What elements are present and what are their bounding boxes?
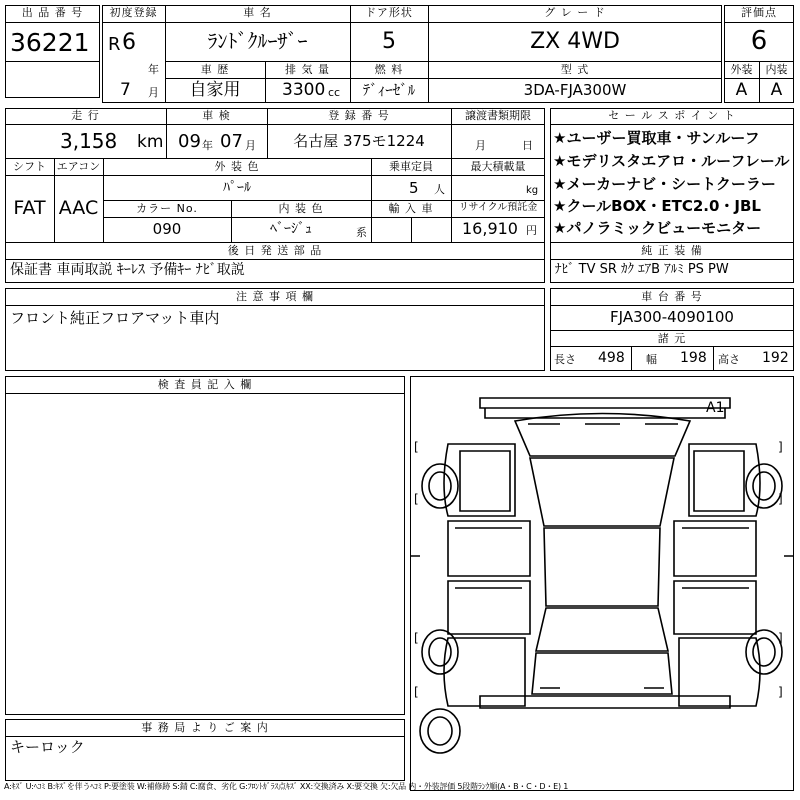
exterior-grade: A xyxy=(735,80,748,100)
grade-value: ZX 4WD xyxy=(530,29,620,54)
lot-number: 36221 xyxy=(10,28,90,57)
bracket-left-top: [ xyxy=(414,440,419,454)
mileage-label: 走 行 xyxy=(71,109,100,122)
interior-label: 内装 xyxy=(765,63,788,76)
capacity-unit: 人 xyxy=(434,183,445,196)
load-unit: kg xyxy=(526,185,539,196)
door-label: ドア形状 xyxy=(365,6,413,19)
sales-points-label: セ ー ル ス ポ イ ン ト xyxy=(608,109,736,122)
displacement-label: 排 気 量 xyxy=(285,63,330,76)
score-label: 評価点 xyxy=(741,6,777,19)
fuel-value: ﾃﾞｨｰｾﾞﾙ xyxy=(362,81,416,99)
notes-label: 注 意 事 項 欄 xyxy=(236,290,314,303)
ext-color-label: 外 装 色 xyxy=(214,160,260,173)
int-color-unit: 系 xyxy=(356,226,367,239)
width-label: 幅 xyxy=(646,353,657,366)
ac-label: エアコン xyxy=(56,160,101,173)
reg-year-unit: 年 xyxy=(148,63,159,76)
office-value: キーロック xyxy=(10,738,85,756)
dims-label: 諸 元 xyxy=(657,332,687,345)
load-label: 最大積載量 xyxy=(470,160,526,173)
door-value: 5 xyxy=(382,29,396,54)
inspection-month-unit: 月 xyxy=(245,139,256,152)
recycle-unit: 円 xyxy=(526,224,537,237)
legend-text: A:ｷｽﾞ U:ﾍｺﾐ B:ｷｽﾞを伴うﾍｺﾐ P:要塗装 W:補修跡 S:錆 C:腐食、劣化 G:ﾌﾛﾝﾄｶﾞﾗｽ点ｷｽﾞ XX:交換済み X:要交換 欠:欠品 内・外装評価 5段階ﾗﾝｸ順(A・B・C・D・E) 1 xyxy=(4,782,569,791)
height-value: 192 xyxy=(762,350,789,366)
bracket-left-bottom: [ xyxy=(414,685,419,699)
inspection-year: 09 xyxy=(178,131,201,152)
grade-label: グ レ ー ド xyxy=(544,6,606,19)
bracket-left-mid: [ xyxy=(414,492,419,506)
history-value: 自家用 xyxy=(189,80,241,100)
shipping-label: 後 日 発 送 部 品 xyxy=(227,244,323,257)
transfer-label: 譲渡書類期限 xyxy=(465,109,531,122)
car-name-label: 車 名 xyxy=(243,6,272,19)
length-value: 498 xyxy=(598,350,625,366)
interior-grade: A xyxy=(770,80,783,100)
plate-label: 登 録 番 号 xyxy=(328,109,390,122)
diagram-mark-a1: A1 xyxy=(706,400,725,416)
bracket-right-bottom: ] xyxy=(778,685,783,699)
import-label: 輸 入 車 xyxy=(388,202,434,215)
equipment-label: 純 正 装 備 xyxy=(641,244,703,257)
mileage-value: 3,158 xyxy=(60,129,118,153)
width-value: 198 xyxy=(680,350,707,366)
inspection-label: 車 検 xyxy=(202,109,231,122)
displacement-unit: cc xyxy=(328,86,341,99)
mileage-unit: km xyxy=(137,132,164,152)
score-value: 6 xyxy=(750,26,768,56)
exterior-label: 外装 xyxy=(730,63,753,76)
shift-label: シフト xyxy=(13,160,46,173)
sales-point-5: ★パノラミックビューモニター xyxy=(553,219,762,237)
fuel-label: 燃 料 xyxy=(374,63,404,76)
recycle-value: 16,910 xyxy=(462,219,518,238)
bracket-right-top: ] xyxy=(778,440,783,454)
transfer-day-unit: 日 xyxy=(522,139,533,152)
history-label: 車 歴 xyxy=(200,63,230,76)
transfer-month-unit: 月 xyxy=(475,139,486,152)
first-reg-label: 初度登録 xyxy=(109,6,158,19)
equipment-value: ﾅﾋﾞ TV SR ｶｸ ｴｱB ｱﾙﾐ PS PW xyxy=(555,262,729,277)
ac-value: AAC xyxy=(58,197,99,219)
bracket-right-low: ] xyxy=(778,631,783,645)
ext-color-value: ﾊﾟｰﾙ xyxy=(223,180,251,196)
reg-month-unit: 月 xyxy=(148,86,159,99)
capacity-value: 5 xyxy=(409,179,419,197)
car-name: ﾗﾝﾄﾞｸﾙｰｻﾞｰ xyxy=(207,29,308,53)
sales-point-3: ★メーカーナビ・シートクーラー xyxy=(553,175,776,193)
lot-label: 出 品 番 号 xyxy=(21,6,84,19)
height-label: 高さ xyxy=(718,353,740,366)
inspection-year-unit: 年 xyxy=(202,139,213,152)
reg-year: 6 xyxy=(122,30,136,55)
reg-month: 7 xyxy=(120,80,131,100)
inspector-box xyxy=(5,376,405,715)
color-no-value: 090 xyxy=(152,220,182,238)
capacity-label: 乗車定員 xyxy=(389,160,433,173)
chassis-label: 車 台 番 号 xyxy=(641,290,703,303)
shipping-value: 保証書 車両取説 ｷｰﾚｽ 予備ｷｰ ﾅﾋﾞ取説 xyxy=(10,262,245,278)
plate-value: 名古屋 375モ1224 xyxy=(293,132,425,150)
int-color-label: 内 装 色 xyxy=(278,202,324,215)
recycle-label: リサイクル預託金 xyxy=(458,202,538,213)
sales-point-4: ★クールBOX・ETC2.0・JBL xyxy=(553,197,761,215)
displacement-value: 3300 xyxy=(282,80,326,100)
sales-point-1: ★ユーザー買取車・サンルーフ xyxy=(553,129,760,147)
inspection-month: 07 xyxy=(220,131,243,152)
color-no-label: カラー No. xyxy=(136,202,198,215)
chassis-value: FJA300-4090100 xyxy=(610,308,734,326)
sales-point-2: ★モデリスタエアロ・ルーフレール xyxy=(553,152,790,170)
length-label: 長さ xyxy=(554,353,576,366)
inspector-label: 検 査 員 記 入 欄 xyxy=(157,378,253,391)
car-outline-drawing xyxy=(410,376,794,791)
office-label: 事 務 局 よ り ご 案 内 xyxy=(141,721,269,734)
int-color-value: ﾍﾞｰｼﾞｭ xyxy=(270,221,312,237)
model-value: 3DA-FJA300W xyxy=(523,81,627,99)
shift-value: FAT xyxy=(13,197,46,219)
bracket-left-low: [ xyxy=(414,631,419,645)
notes-value: フロント純正フロアマット車内 xyxy=(10,309,220,327)
reg-era: R xyxy=(108,34,121,55)
model-label: 型 式 xyxy=(560,63,590,76)
bracket-right-mid: ] xyxy=(778,492,783,506)
